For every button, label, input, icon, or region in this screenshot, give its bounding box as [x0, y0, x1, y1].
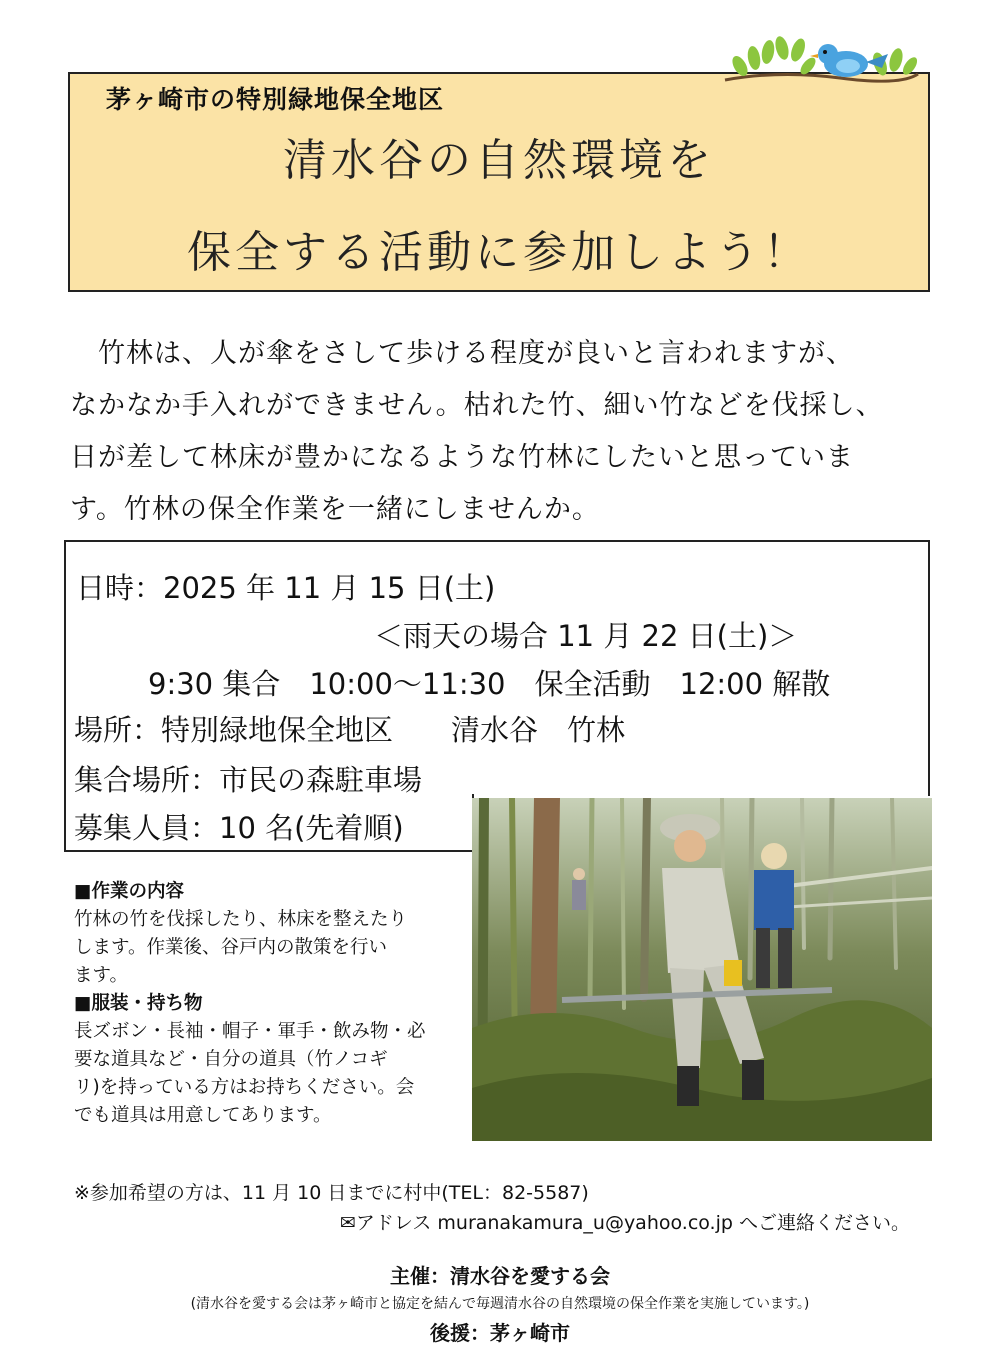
organizer: 主催：清水谷を愛する会 — [390, 1264, 610, 1288]
intro-line: 竹林は、人が傘をさして歩ける程度が良いと言われますが、 — [70, 338, 854, 369]
clothing-line: でも道具は用意してあります。 — [74, 1105, 332, 1126]
event-place: 場所：特別緑地保全地区 清水谷 竹林 — [74, 713, 626, 747]
bamboo-work-photo — [472, 798, 932, 1141]
bird-on-branch-icon — [720, 28, 920, 98]
clothing-line: 要な道具など・自分の道具（竹ノコギ — [74, 1049, 388, 1070]
clothing-line: 長ズボン・長袖・帽子・軍手・飲み物・必 — [74, 1021, 426, 1042]
event-date: 日時：2025 年 11 月 15 日(土) — [76, 571, 496, 605]
work-content-line: 竹林の竹を伐採したり、林床を整えたり — [74, 909, 408, 930]
meeting-place: 集合場所：市民の森駐車場 — [74, 763, 423, 797]
intro-paragraph — [70, 328, 950, 536]
intro-line: 日が差して林床が豊かになるような竹林にしたいと思っていま — [70, 442, 854, 473]
supporter: 後援：茅ヶ崎市 — [430, 1321, 570, 1345]
clothing-heading: ■服装・持ち物 — [74, 993, 203, 1014]
rain-date: ＜雨天の場合 11 月 22 日(土)＞ — [374, 619, 798, 653]
intro-line: す。竹林の保全作業を一緒にしませんか。 — [70, 494, 600, 525]
recruitment: 募集人員：10 名(先着順) — [74, 811, 404, 845]
intro-line: なかなか手入れができません。枯れた竹、細い竹などを伐採し、 — [70, 390, 884, 421]
contact-email: ✉アドレス muranakamura_u@yahoo.co.jp へご連絡ください。 — [340, 1212, 910, 1234]
work-content-line: ます。 — [74, 965, 129, 986]
title-line-2: 保全する活動に参加しよう！ — [187, 227, 811, 278]
subtitle: 茅ヶ崎市の特別緑地保全地区 — [106, 85, 445, 114]
clothing-line: リ)を持っている方はお持ちください。会 — [74, 1077, 415, 1098]
work-info — [74, 878, 464, 1130]
contact-phone: ※参加希望の方は、11 月 10 日までに村中(TEL：82-5587) — [74, 1182, 589, 1204]
event-schedule: 9:30 集合 10:00～11:30 保全活動 12:00 解散 — [148, 667, 831, 701]
work-content-heading: ■作業の内容 — [74, 881, 184, 902]
organizer-note: (清水谷を愛する会は茅ヶ崎市と協定を結んで毎週清水谷の自然環境の保全作業を実施しています。) — [190, 1296, 810, 1312]
title-line-1: 清水谷の自然環境を — [283, 135, 715, 186]
title-box — [68, 72, 930, 292]
work-content-line: します。作業後、谷戸内の散策を行い — [74, 937, 388, 958]
